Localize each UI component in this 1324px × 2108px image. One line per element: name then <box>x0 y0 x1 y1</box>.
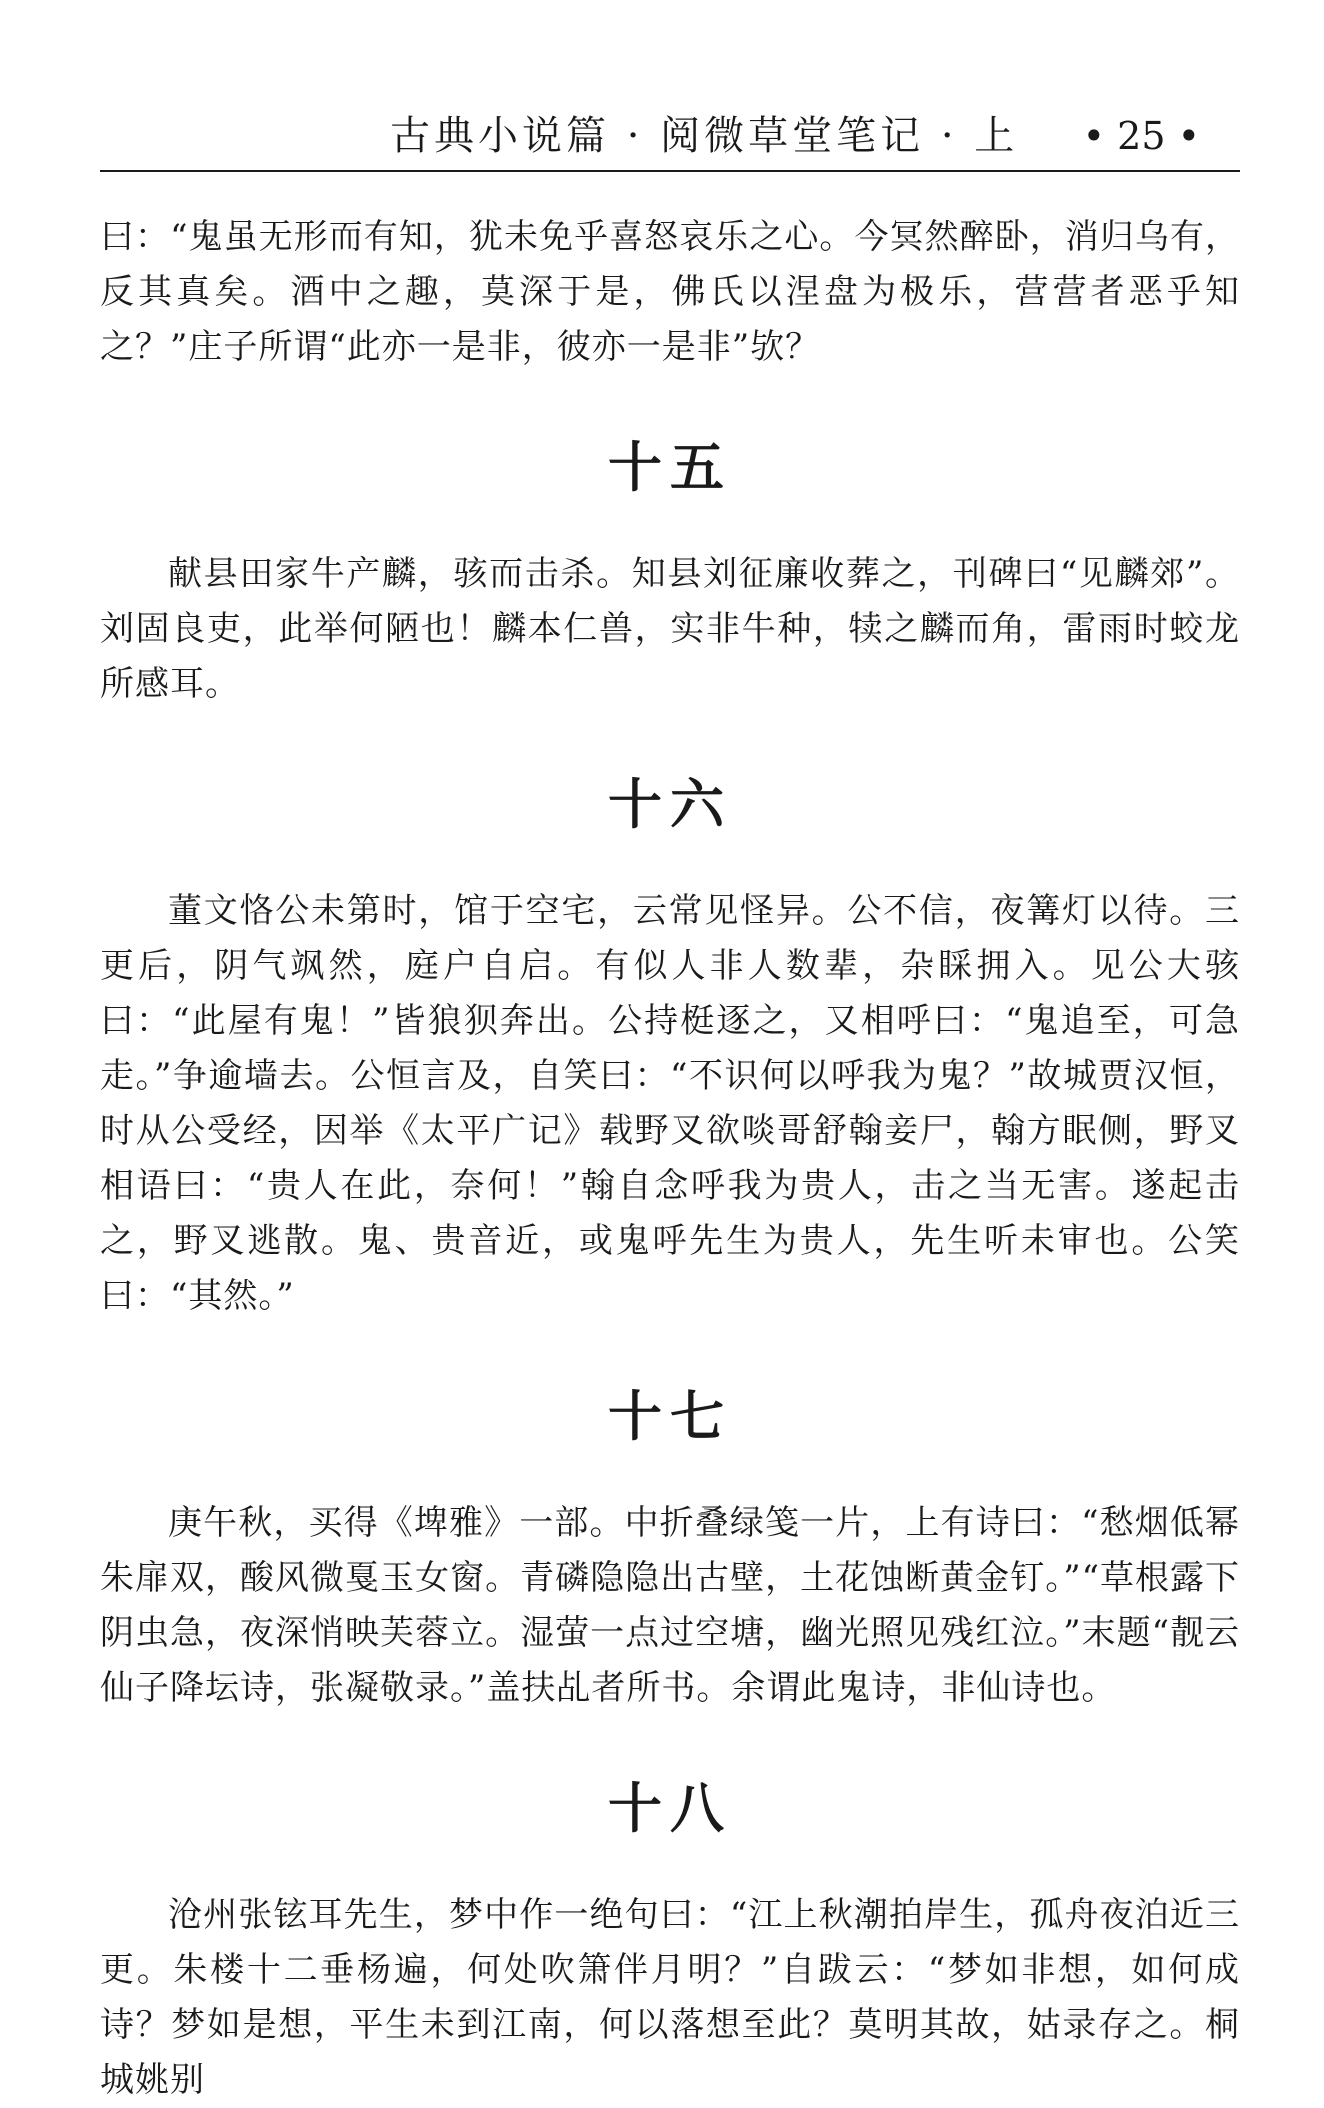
header-rule <box>100 170 1240 172</box>
section-paragraph-15: 献县田家牛产麟，骇而击杀。知县刘征廉收葬之，刊碑曰“见麟郊”。刘固良吏，此举何陋也！麟本仁兽，实非牛种，犊之麟而角，雷雨时蛟龙所感耳。 <box>100 554 1240 704</box>
section-paragraph-17: 庚午秋，买得《埤雅》一部。中折叠绿笺一片，上有诗曰：“愁烟低幂朱扉双，酸风微戛玉女窗。青磷隐隐出古壁，土花蚀断黄金钉。”“草根露下阴虫急，夜深悄映芙蓉立。湿萤一点过空塘，幽光照见残红泣。”末题“靓云仙子降坛诗，张凝敬录。”盖扶乩者所书。余谓此鬼诗，非仙诗也。 <box>100 1503 1240 1708</box>
continued-paragraph: 曰：“鬼虽无形而有知，犹未免乎喜怒哀乐之心。今冥然醉卧，消归乌有，反其真矣。酒中之趣，莫深于是，佛氏以涅盘为极乐，营营者恶乎知之？”庄子所谓“此亦一是非，彼亦一是非”欤？ <box>100 217 1240 367</box>
section-paragraph-16: 董文恪公未第时，馆于空宅，云常见怪异。公不信，夜篝灯以待。三更后，阴气飒然，庭户自启。有似人非人数辈，杂睬拥入。见公大骇曰：“此屋有鬼！”皆狼狈奔出。公持梃逐之，又相呼曰：“鬼追至，可急走。”争逾墙去。公恒言及，自笑曰：“不识何以呼我为鬼？”故城贾汉恒，时从公受经，因举《太平广记》载野叉欲啖哥舒翰妾尸，翰方眠侧，野叉相语曰：“贵人在此，奈何！”翰自念呼我为贵人，击之当无害。遂起击之，野叉逃散。鬼、贵音近，或鬼呼先生为贵人，先生听未审也。公笑曰：“其然。” <box>100 891 1240 1316</box>
page-body <box>100 210 1240 2108</box>
page-number: • 25 • <box>1082 114 1200 158</box>
section-heading-18: 十八 <box>608 1777 732 1840</box>
section-paragraph-18: 沧州张铉耳先生，梦中作一绝句曰：“江上秋潮拍岸生，孤舟夜泊近三更。朱楼十二垂杨遍，何处吹箫伴月明？”自跋云：“梦如非想，如何成诗？梦如是想，平生未到江南，何以落想至此？莫明其故，姑录存之。桐城姚别 <box>100 1895 1240 2100</box>
section-heading-15: 十五 <box>608 436 732 499</box>
section-heading-17: 十七 <box>608 1385 732 1448</box>
running-header <box>100 112 1240 172</box>
running-title: 古典小说篇 · 阅微草堂笔记 · 上 <box>390 113 1019 159</box>
section-heading-16: 十六 <box>608 773 732 836</box>
